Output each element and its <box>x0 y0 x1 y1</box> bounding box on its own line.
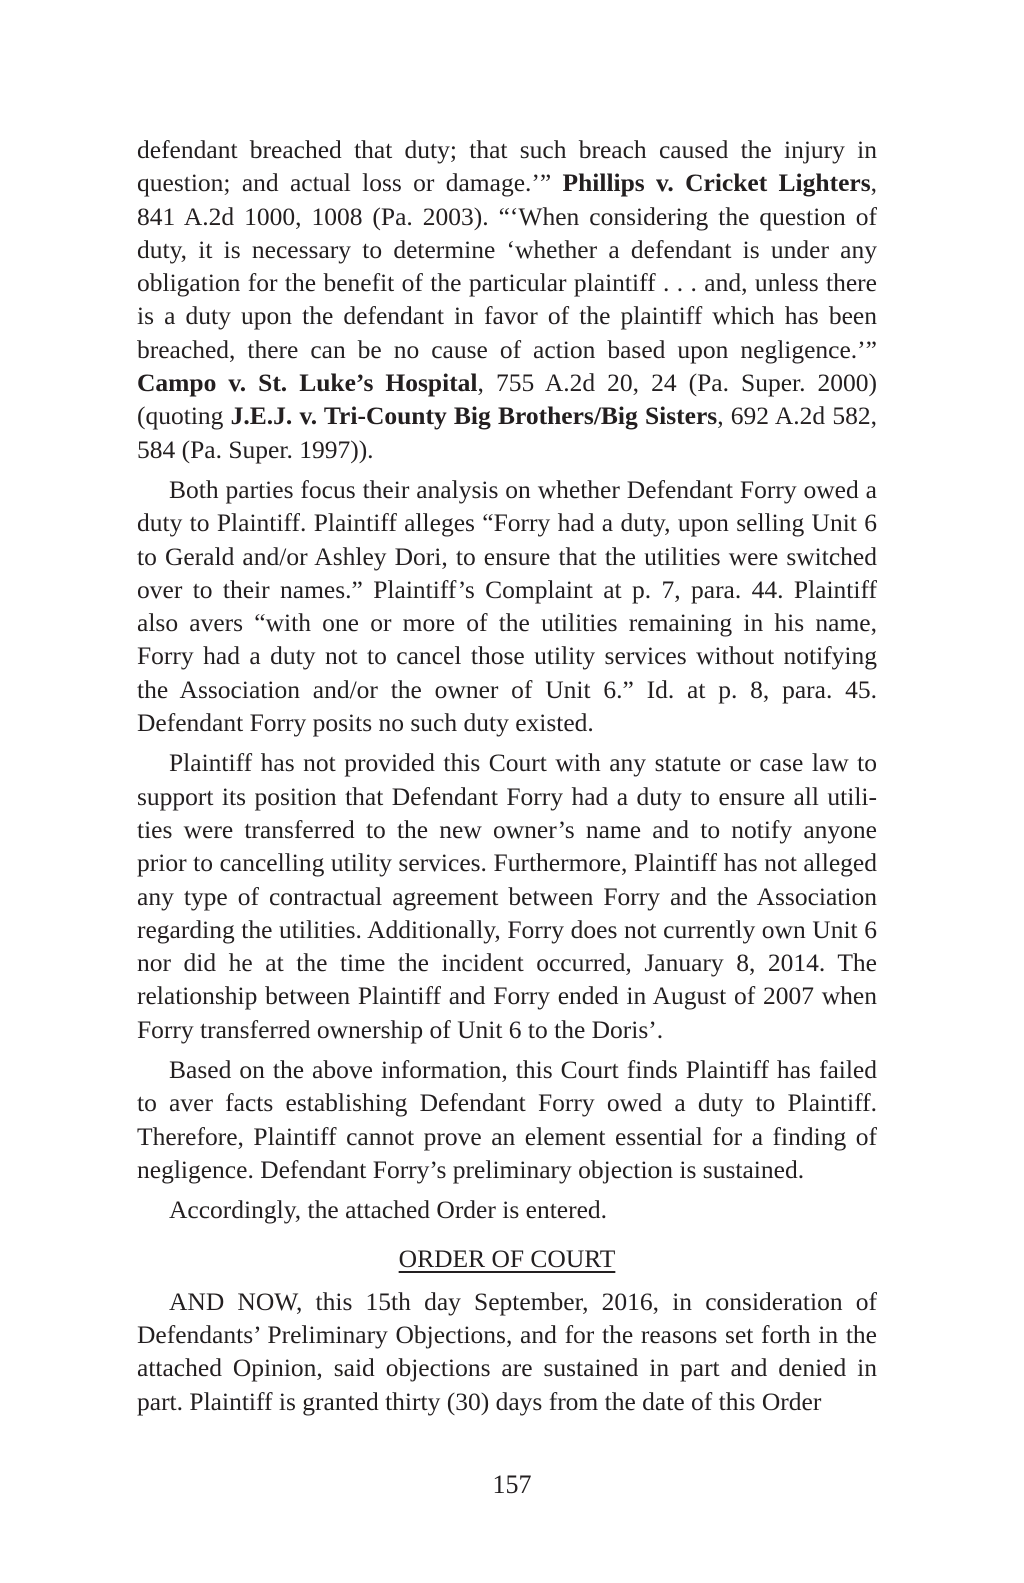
case-citation-phillips: Phillips v. Cricket Lighters <box>562 168 871 198</box>
paragraph-duty-standard <box>137 133 877 466</box>
document-body <box>137 133 877 1425</box>
case-citation-jej: J.E.J. v. Tri-County Big Brothers/Big Sisters <box>230 401 718 431</box>
case-citation-campo: Campo v. St. Luke’s Hospital <box>137 368 478 398</box>
paragraph-court-finding: Based on the above information, this Court finds Plaintiff has failed to aver facts establishing Defendant Forry owed a duty to Plaintiff. Therefore, Plaintiff cannot prove an element essential for a finding of negligence. Defendant Forry’s preliminary objection is sustained. <box>137 1055 877 1184</box>
paragraph-no-statute: Plaintiff has not provided this Court with any statute or case law to support its position that Defendant Forry had a duty to ensure all utilities were transferred to the new owner’s name and to notify anyone prior to cancelling utility services. Furthermore, Plaintiff has not alleged any type of contractual agreement between Forry and the Association regarding the utilities. Additionally, Forry does not currently own Unit 6 nor did he at the time the incident occurred, January 8, 2014. The relationship between Plaintiff and Forry ended in August of 2007 when Forry transferred ownership of Unit 6 to the Doris’. <box>137 748 877 1044</box>
page-number: 157 <box>492 1470 532 1499</box>
text-run: , 692 A.2d 582, 584 (Pa. Super. 1997)). <box>137 401 877 464</box>
order-heading: ORDER OF COURT <box>398 1243 616 1273</box>
paragraph-order-entered: Accordingly, the attached Order is entered. <box>169 1195 608 1225</box>
text-run: defendant breached that duty; that such breach caused the injury in question; and actual loss or damage.’” <box>137 135 877 198</box>
paragraph-parties-focus: Both parties focus their analysis on whether Defendant Forry owed a duty to Plaintiff. Plaintiff alleges “Forry had a duty, upon selling Unit 6 to Gerald and/or Ashley Dori, to ensure that the utilities were switched over to their names.” Plaintiff’s Complaint at p. 7, para. 44. Plaintiff also avers “with one or more of the utilities remaining in his name, Forry had a duty not to cancel those utility services without notifying the Association and/or the owner of Unit 6.” Id. at p. 8, para. 45. Defendant Forry posits no such duty existed. <box>137 474 877 738</box>
paragraph-order-text: AND NOW, this 15th day September, 2016, in consideration of Defendants’ Preliminary Objections, and for the reasons set forth in the attached Opinion, said objections are sustained in part and denied in part. Plaintiff is granted thirty (30) days from the date of this Order <box>137 1286 877 1416</box>
text-run: , 841 A.2d 1000, 1008 (Pa. 2003). “‘When considering the question of duty, it is necessary to determine ‘whether a defendant is under any obligation for the benefit of the particular plaintiff . . . and, unless there is a duty upon the defendant in favor of the plaintiff which has been breached, there can be no cause of action based upon negligence.’” <box>137 168 878 364</box>
text-run: , 755 A.2d 20, 24 (Pa. Super. 2000) (quoting <box>137 368 878 431</box>
